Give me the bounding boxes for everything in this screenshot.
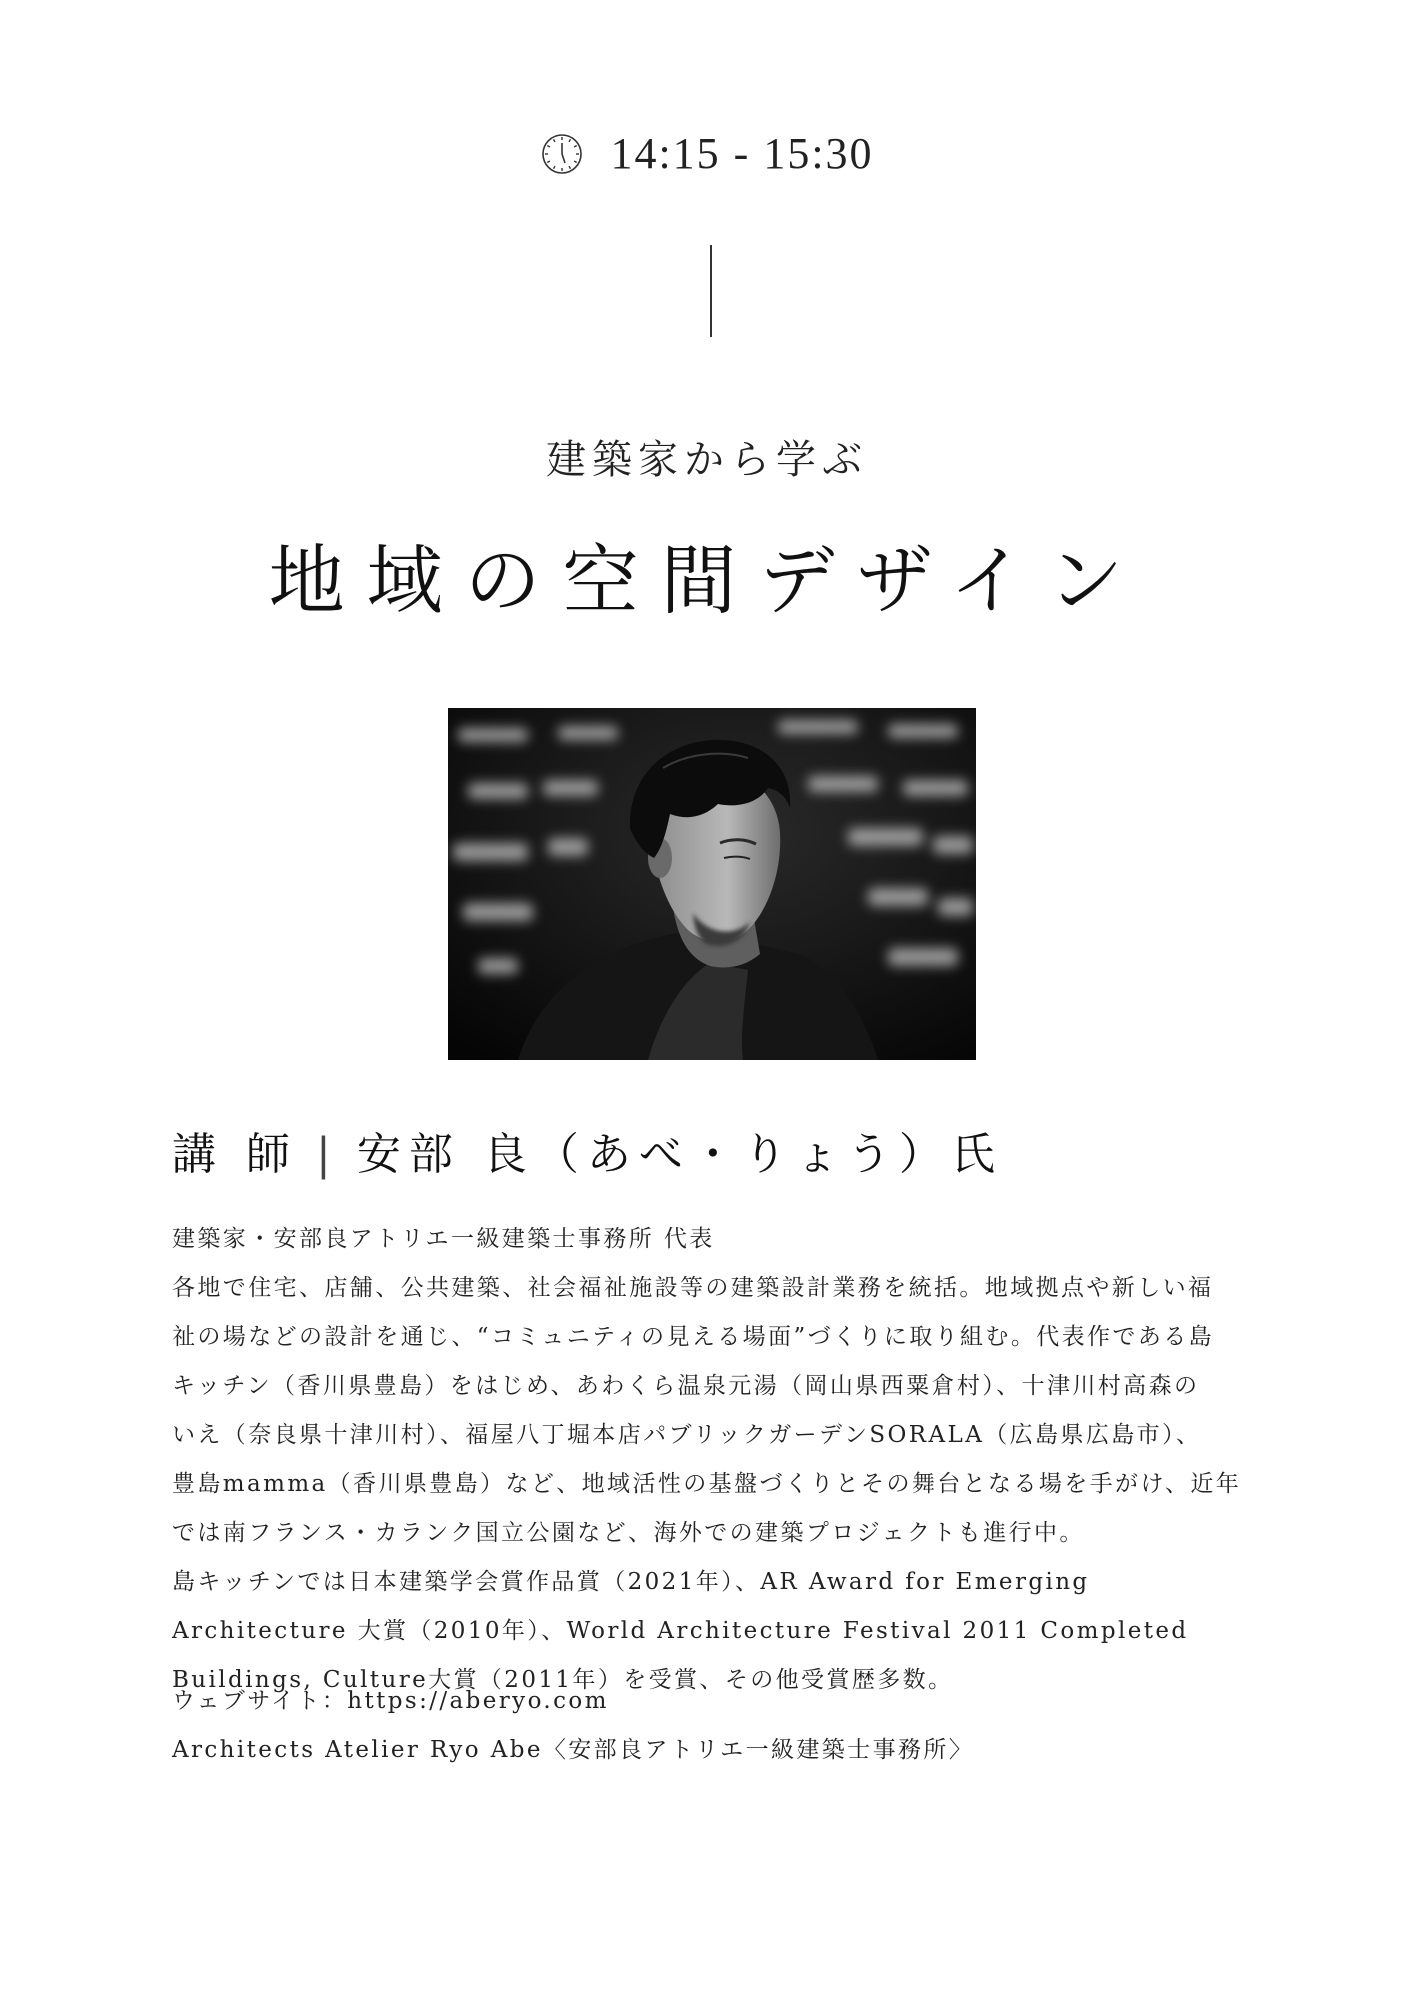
lecturer-heading [172,1118,1003,1182]
lecturer-photo [448,708,976,1060]
bio-line: 豊島mamma（香川県豊島）など、地域活性の基盤づくりとその舞台となる場を手がけ、近年 [172,1471,1242,1497]
lecturer-separator: | [316,1129,339,1180]
links-section [172,1677,974,1775]
page-title: 地域の空間デザイン [268,536,1146,625]
bio-line: では南フランス・カランク国立公園など、海外での建築プロジェクトも進行中。 [172,1520,1085,1546]
office-name: Architects Atelier Ryo Abe〈安部良アトリエ一級建築士事務所〉 [172,1737,975,1763]
lecturer-bio [172,1215,1292,1705]
bio-line: キッチン（香川県豊島）をはじめ、あわくら温泉元湯（岡山県西粟倉村）、十津川村高森の [172,1373,1200,1399]
bio-line: 祉の場などの設計を通じ、“コミュニティの見える場面”づくりに取り組む。代表作である島 [172,1324,1215,1350]
schedule-row [0,128,1414,179]
bio-line: いえ（奈良県十津川村）、福屋八丁堀本店パブリックガーデンSORALA（広島県広島市）、 [172,1422,1202,1448]
lecturer-name: 安部 良（あべ・りょう）氏 [356,1129,1003,1180]
subtitle: 建築家から学ぶ [546,437,868,483]
bio-line: 建築家・安部良アトリエ一級建築士事務所 代表 [172,1226,715,1252]
bio-line: Buildings, Culture大賞（2011年）を受賞、その他受賞歴多数。 [172,1667,954,1693]
website-link[interactable]: ウェブサイト：https://aberyo.com [172,1688,609,1714]
bio-line: 各地で住宅、店舗、公共建築、社会福祉施設等の建築設計業務を統括。地域拠点や新しい福 [172,1275,1214,1301]
bio-line: Architecture 大賞（2010年）、World Architecture Festival 2011 Completed [172,1618,1189,1644]
vertical-divider [710,245,712,337]
clock-icon [540,132,584,176]
event-time: 14:15 - 15:30 [610,129,874,178]
bio-line: 島キッチンでは日本建築学会賞作品賞（2021年）、AR Award for Emerging [172,1569,1090,1595]
lecturer-role: 講 師 [172,1129,298,1180]
